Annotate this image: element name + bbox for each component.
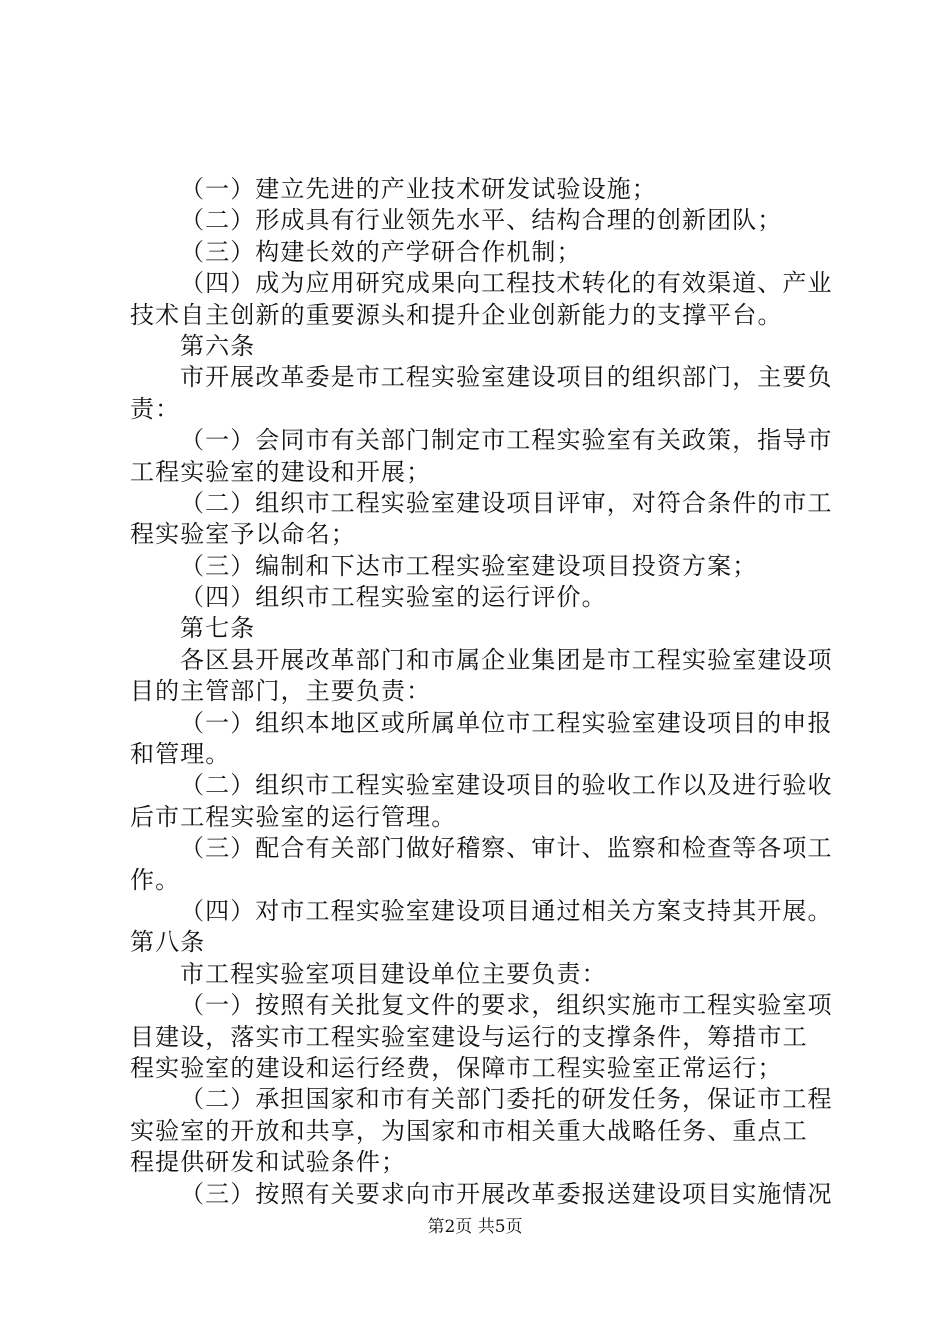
text-line: （三）构建长效的产学研合作机制； <box>180 237 582 266</box>
text-line: 第八条 <box>130 928 206 957</box>
text-line: 第七条 <box>180 614 256 643</box>
text-line: 第六条 <box>180 331 256 360</box>
text-line: （二）形成具有行业领先水平、结构合理的创新团队； <box>180 206 783 235</box>
text-line: 目的主管部门，主要负责： <box>130 677 432 706</box>
text-line: 实验室的开放和共享，为国家和市相关重大战略任务、重点工 <box>130 1116 808 1145</box>
text-line: （二）组织市工程实验室建设项目的验收工作以及进行验收 <box>180 771 833 800</box>
text-line: （三）编制和下达市工程实验室建设项目投资方案； <box>180 551 758 580</box>
text-line: 后市工程实验室的运行管理。 <box>130 802 457 831</box>
text-line: 市工程实验室项目建设单位主要负责： <box>180 959 607 988</box>
text-line: （一）建立先进的产业技术研发试验设施； <box>180 175 657 203</box>
text-line: （二）承担国家和市有关部门委托的研发任务，保证市工程 <box>180 1085 833 1114</box>
text-line: 作。 <box>130 865 181 894</box>
text-line: 各区县开展改革部门和市属企业集团是市工程实验室建设项 <box>180 645 833 674</box>
document-body <box>130 174 842 1210</box>
text-line: （四）成为应用研究成果向工程技术转化的有效渠道、产业 <box>180 269 833 298</box>
text-line: 和管理。 <box>130 740 231 769</box>
text-line: 程提供研发和试验条件； <box>130 1148 407 1177</box>
text-line: （一）会同市有关部门制定市工程实验室有关政策，指导市 <box>180 426 833 455</box>
text-line: 市开展改革委是市工程实验室建设项目的组织部门，主要负 <box>180 363 833 392</box>
text-line: （一）组织本地区或所属单位市工程实验室建设项目的申报 <box>180 708 833 737</box>
text-line: （三）配合有关部门做好稽察、审计、监察和检查等各项工 <box>180 834 833 863</box>
text-line: 工程实验室的建设和开展； <box>130 457 432 486</box>
text-line: （三）按照有关要求向市开展改革委报送建设项目实施情况 <box>180 1179 833 1208</box>
text-line: 责： <box>130 394 181 423</box>
text-line: 目建设，落实市工程实验室建设与运行的支撑条件，筹措市工 <box>130 1022 808 1051</box>
text-line: （四）组织市工程实验室的运行评价。 <box>180 583 607 612</box>
text-line: （一）按照有关批复文件的要求，组织实施市工程实验室项 <box>180 991 833 1020</box>
text-line: （四）对市工程实验室建设项目通过相关方案支持其开展。 <box>180 896 833 925</box>
text-line: 程实验室的建设和运行经费，保障市工程实验室正常运行； <box>130 1053 783 1082</box>
text-line: 技术自主创新的重要源头和提升企业创新能力的支撑平台。 <box>130 300 783 329</box>
text-line: （二）组织市工程实验室建设项目评审，对符合条件的市工 <box>180 488 833 517</box>
page-footer: 第2页 共5页 <box>427 1217 523 1237</box>
text-line: 程实验室予以命名； <box>130 520 356 549</box>
